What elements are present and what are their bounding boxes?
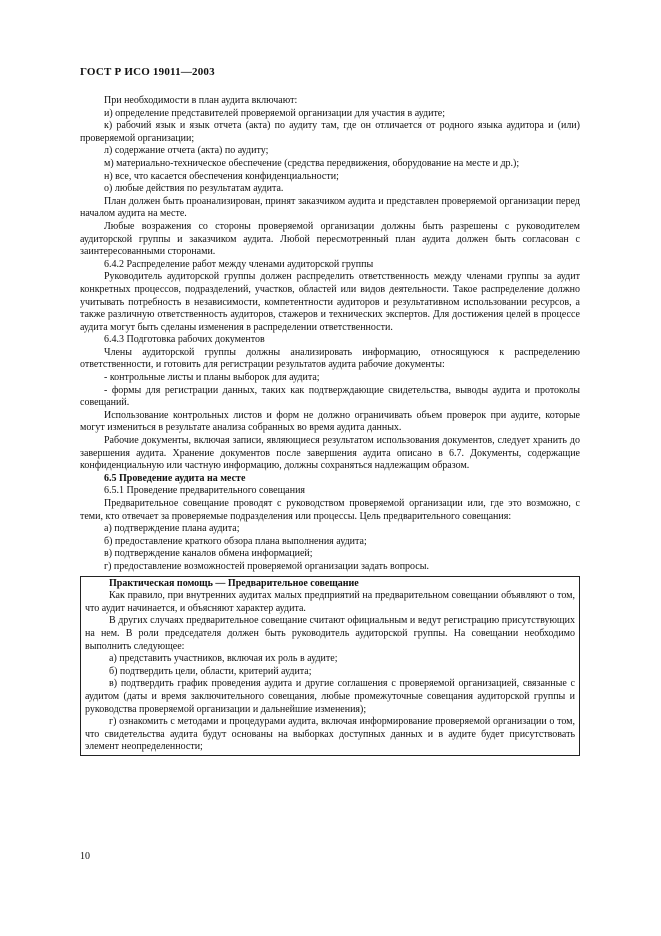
list-item: л) содержание отчета (акта) по аудиту;	[104, 145, 269, 157]
list-item: - контрольные листы и планы выборок для аудита;	[104, 372, 320, 384]
paragraph: Рабочие документы, включая записи, являющиеся результатом использования документов, следует хранить до завершения аудита. Хранение документов после завершения аудита описано в 6.7. Документы, содержащие конфиденциальную или частную информацию, должны сохраняться надлежащим образом.	[80, 435, 580, 472]
document-body	[80, 95, 580, 756]
box-paragraph: Как правило, при внутренних аудитах малых предприятий на предварительном совещании объявляют о том, что аудит начинается, и объясняют характер аудита.	[85, 590, 575, 614]
list-item: о) любые действия по результатам аудита.	[104, 183, 284, 195]
list-item: к) рабочий язык и язык отчета (акта) по аудиту там, где он отличается от родного языка аудитора и (или) проверяемой организации;	[80, 120, 580, 144]
box-paragraph: В других случаях предварительное совещание считают официальным и ведут регистрацию присутствующих на нем. В роли председателя должен быть руководитель аудиторской группы. На совещании необходимо выполнить следующее:	[85, 615, 575, 652]
section-heading: 6.5.1 Проведение предварительного совещания	[104, 485, 306, 497]
document-header: ГОСТ Р ИСО 19011—2003	[80, 66, 215, 78]
paragraph: Использование контрольных листов и форм не должно ограничивать объем проверок при аудите, которые могут измениться в результате анализа собранных во время аудита данных.	[80, 409, 580, 434]
list-item: г) предоставление возможностей проверяемой организации задать вопросы.	[104, 560, 429, 572]
list-item: и) определение представителей проверяемой организации для участия в аудите;	[104, 107, 446, 119]
paragraph: Руководитель аудиторской группы должен распределить ответственность между членами группы за аудит конкретных процессов, подразделений, участков, областей или видов деятельности. Такое распределение должно учитывать потребность в независимости, компетентности аудиторов и результативном использовании ресурсов, а также различную ответственность аудиторов, стажеров и технических экспертов. Для достижения целей в процессе аудита могут быть сделаны изменения в распределении ответственности.	[80, 271, 580, 333]
section-heading-bold: 6.5 Проведение аудита на месте	[104, 472, 246, 484]
section-heading: 6.4.3 Подготовка рабочих документов	[104, 334, 265, 346]
paragraph: План должен быть проанализирован, принят заказчиком аудита и представлен проверяемой организации перед началом аудита на месте.	[80, 195, 580, 220]
list-item: в) подтверждение каналов обмена информацией;	[104, 548, 313, 560]
box-list-item: б) подтвердить цели, области, критерий аудита;	[109, 665, 312, 677]
paragraph: Члены аудиторской группы должны анализировать информацию, относящуюся к распределению ответственности, и готовить для регистрации результатов аудита рабочие документы:	[80, 346, 580, 371]
box-list-item: а) представить участников, включая их роль в аудите;	[109, 653, 338, 665]
list-item: м) материально-техническое обеспечение (средства передвижения, оборудование на месте и др.);	[104, 157, 520, 169]
page-number: 10	[80, 851, 90, 862]
list-item: а) подтверждение плана аудита;	[104, 523, 240, 535]
practical-help-box	[80, 576, 580, 756]
list-item: б) предоставление краткого обзора плана выполнения аудита;	[104, 535, 367, 547]
box-list-item: в) подтвердить график проведения аудита и другие соглашения с проверяемой организацией, связанные с аудитом (даты и время заключительного совещания, любые промежуточные совещания аудиторской группы и руководства проверяемой организации и дальнейшие изменения);	[85, 678, 575, 715]
list-item: - формы для регистрации данных, таких как подтверждающие свидетельства, выводы аудита и протоколы совещаний.	[80, 384, 580, 409]
list-item: н) все, что касается обеспечения конфиденциальности;	[104, 170, 339, 182]
box-title: Практическая помощь — Предварительное совещание	[109, 577, 359, 589]
paragraph: Любые возражения со стороны проверяемой организации должны быть разрешены с руководителем аудиторской группы и заказчиком аудита. Любой пересмотренный план аудита должен быть согласован с заинтересованными сторонами.	[80, 220, 580, 258]
paragraph: При необходимости в план аудита включают:	[104, 95, 298, 106]
section-heading: 6.4.2 Распределение работ между членами аудиторской группы	[104, 258, 374, 270]
box-list-item: г) ознакомить с методами и процедурами аудита, включая информирование проверяемой организации о том, что свидетельства аудита будут основаны на выборках доступных данных и в аудите будет присутствовать элемент неопределенности;	[85, 716, 575, 753]
paragraph: Предварительное совещание проводят с руководством проверяемой организации или, где это возможно, с теми, кто отвечает за проверяемые подразделения или процессы. Цель предварительного совещания:	[80, 498, 580, 522]
